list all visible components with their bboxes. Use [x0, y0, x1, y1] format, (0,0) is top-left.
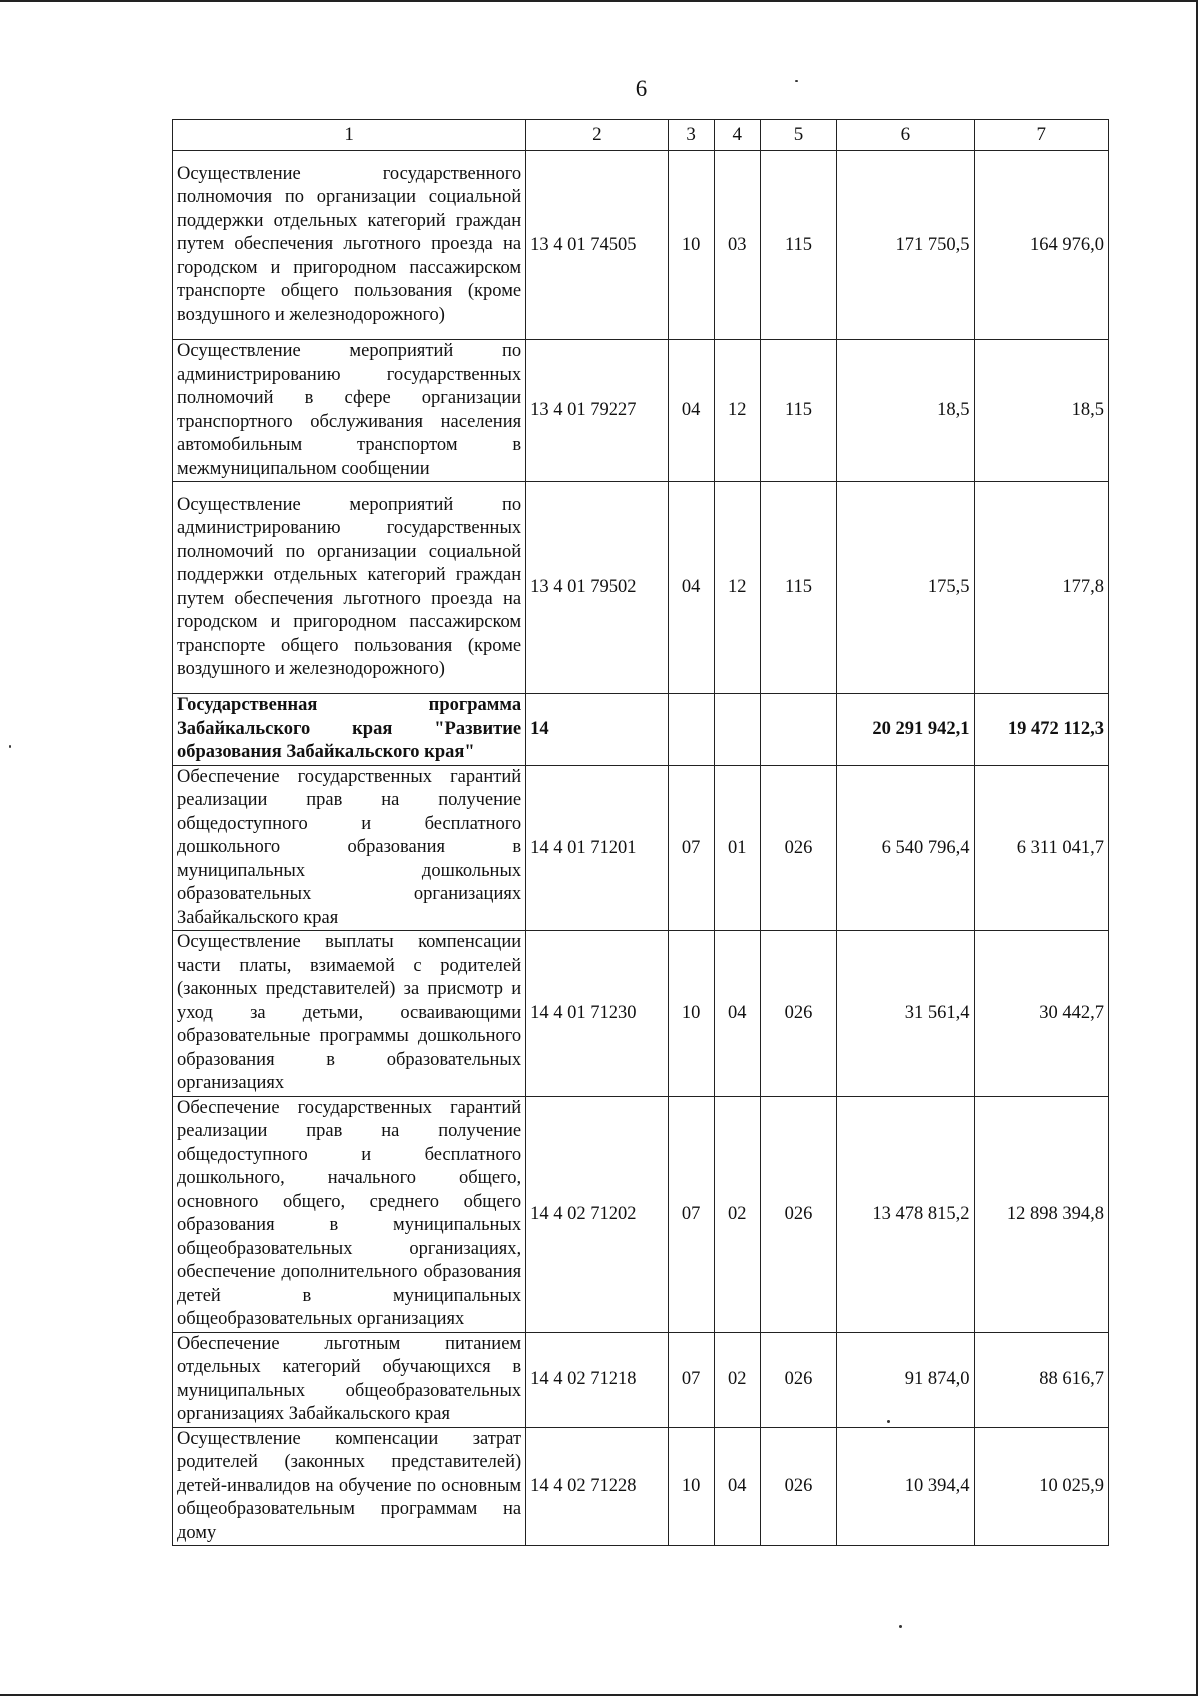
row-subsection: 04 [714, 1427, 760, 1546]
row-description: Государственная программа Забайкальского края "Развитие образования Забайкальского края" [173, 694, 526, 766]
row-subsection: 02 [714, 1096, 760, 1332]
row-subsection: 12 [714, 340, 760, 482]
row-amount-6: 18,5 [837, 340, 974, 482]
row-description: Обеспечение льготным питанием отдельных категорий обучающихся в муниципальных общеобразовательных организациях Забайкальского края [173, 1332, 526, 1427]
row-amount-6: 91 874,0 [837, 1332, 974, 1427]
row-code: 14 4 02 71202 [526, 1096, 668, 1332]
row-subsection: 02 [714, 1332, 760, 1427]
row-amount-7: 177,8 [974, 482, 1108, 694]
row-amount-6: 13 478 815,2 [837, 1096, 974, 1332]
row-code: 14 4 01 71230 [526, 931, 668, 1097]
table-row [173, 931, 1109, 1097]
row-expense-type: 026 [760, 765, 836, 931]
row-amount-6: 6 540 796,4 [837, 765, 974, 931]
row-code: 13 4 01 74505 [526, 151, 668, 340]
table-row [173, 1427, 1109, 1546]
row-subsection [714, 694, 760, 766]
row-amount-7: 10 025,9 [974, 1427, 1108, 1546]
row-amount-7: 30 442,7 [974, 931, 1108, 1097]
column-header: 5 [760, 120, 836, 151]
row-amount-6: 10 394,4 [837, 1427, 974, 1546]
column-header: 4 [714, 120, 760, 151]
column-header: 3 [668, 120, 714, 151]
row-amount-7: 12 898 394,8 [974, 1096, 1108, 1332]
row-subsection: 01 [714, 765, 760, 931]
row-section: 07 [668, 1332, 714, 1427]
row-expense-type: 026 [760, 931, 836, 1097]
row-section: 10 [668, 1427, 714, 1546]
row-section: 04 [668, 482, 714, 694]
row-section [668, 694, 714, 766]
row-description: Осуществление выплаты компенсации части платы, взимаемой с родителей (законных представителей) за присмотр и уход за детьми, осваивающими образовательные программы дошкольного образования в образовательных организациях [173, 931, 526, 1097]
row-section: 07 [668, 1096, 714, 1332]
row-subsection: 04 [714, 931, 760, 1097]
column-header: 1 [173, 120, 526, 151]
row-amount-7: 164 976,0 [974, 151, 1108, 340]
row-expense-type: 026 [760, 1332, 836, 1427]
scan-speck [795, 80, 798, 82]
table-row [173, 340, 1109, 482]
column-header: 6 [837, 120, 974, 151]
row-amount-6: 31 561,4 [837, 931, 974, 1097]
row-amount-7: 18,5 [974, 340, 1108, 482]
table-row [173, 1096, 1109, 1332]
row-amount-6: 20 291 942,1 [837, 694, 974, 766]
row-description: Обеспечение государственных гарантий реализации прав на получение общедоступного и бесплатного дошкольного образования в муниципальных дошкольных образовательных организациях Забайкальского края [173, 765, 526, 931]
row-amount-6: 175,5 [837, 482, 974, 694]
row-expense-type: 026 [760, 1427, 836, 1546]
row-amount-7: 88 616,7 [974, 1332, 1108, 1427]
row-code: 14 4 02 71228 [526, 1427, 668, 1546]
row-description: Осуществление мероприятий по администрированию государственных полномочий по организации социальной поддержки отдельных категорий граждан путем обеспечения льготного проезда на городском и пригородном пассажирском транспорте общего пользования (кроме воздушного и железнодорожного) [173, 482, 526, 694]
row-expense-type: 026 [760, 1096, 836, 1332]
row-description: Осуществление государственного полномочия по организации социальной поддержки отдельных категорий граждан путем обеспечения льготного проезда на городском и пригородном пассажирском транспорте общего пользования (кроме воздушного и железнодорожного) [173, 151, 526, 340]
row-amount-6: 171 750,5 [837, 151, 974, 340]
row-description: Обеспечение государственных гарантий реализации прав на получение общедоступного и бесплатного дошкольного, начального общего, основного общего, среднего общего образования в муниципальных общеобразовательных организациях, обеспечение дополнительного образования детей в муниципальных общеобразовательных организациях [173, 1096, 526, 1332]
table-row-program-total [173, 694, 1109, 766]
column-header: 2 [526, 120, 668, 151]
row-amount-7: 19 472 112,3 [974, 694, 1108, 766]
row-expense-type: 115 [760, 151, 836, 340]
row-code: 13 4 01 79227 [526, 340, 668, 482]
table-header-row [173, 120, 1109, 151]
scan-speck [9, 745, 11, 748]
row-description: Осуществление мероприятий по администрированию государственных полномочий в сфере организации транспортного обслуживания населения автомобильным транспортом в межмуниципальном сообщении [173, 340, 526, 482]
row-code: 14 [526, 694, 668, 766]
row-section: 07 [668, 765, 714, 931]
row-section: 04 [668, 340, 714, 482]
table-row [173, 151, 1109, 340]
table-row [173, 1332, 1109, 1427]
row-code: 13 4 01 79502 [526, 482, 668, 694]
budget-table [172, 119, 1109, 1546]
row-amount-7: 6 311 041,7 [974, 765, 1108, 931]
row-section: 10 [668, 151, 714, 340]
table-row [173, 765, 1109, 931]
column-header: 7 [974, 120, 1108, 151]
row-expense-type: 115 [760, 340, 836, 482]
row-expense-type [760, 694, 836, 766]
row-code: 14 4 02 71218 [526, 1332, 668, 1427]
row-code: 14 4 01 71201 [526, 765, 668, 931]
row-subsection: 03 [714, 151, 760, 340]
table-row [173, 482, 1109, 694]
row-section: 10 [668, 931, 714, 1097]
page-number: 6 [635, 76, 648, 101]
scan-speck [899, 1625, 902, 1628]
row-subsection: 12 [714, 482, 760, 694]
row-description: Осуществление компенсации затрат родителей (законных представителей) детей-инвалидов на обучение по основным общеобразовательным программам на дому [173, 1427, 526, 1546]
row-expense-type: 115 [760, 482, 836, 694]
